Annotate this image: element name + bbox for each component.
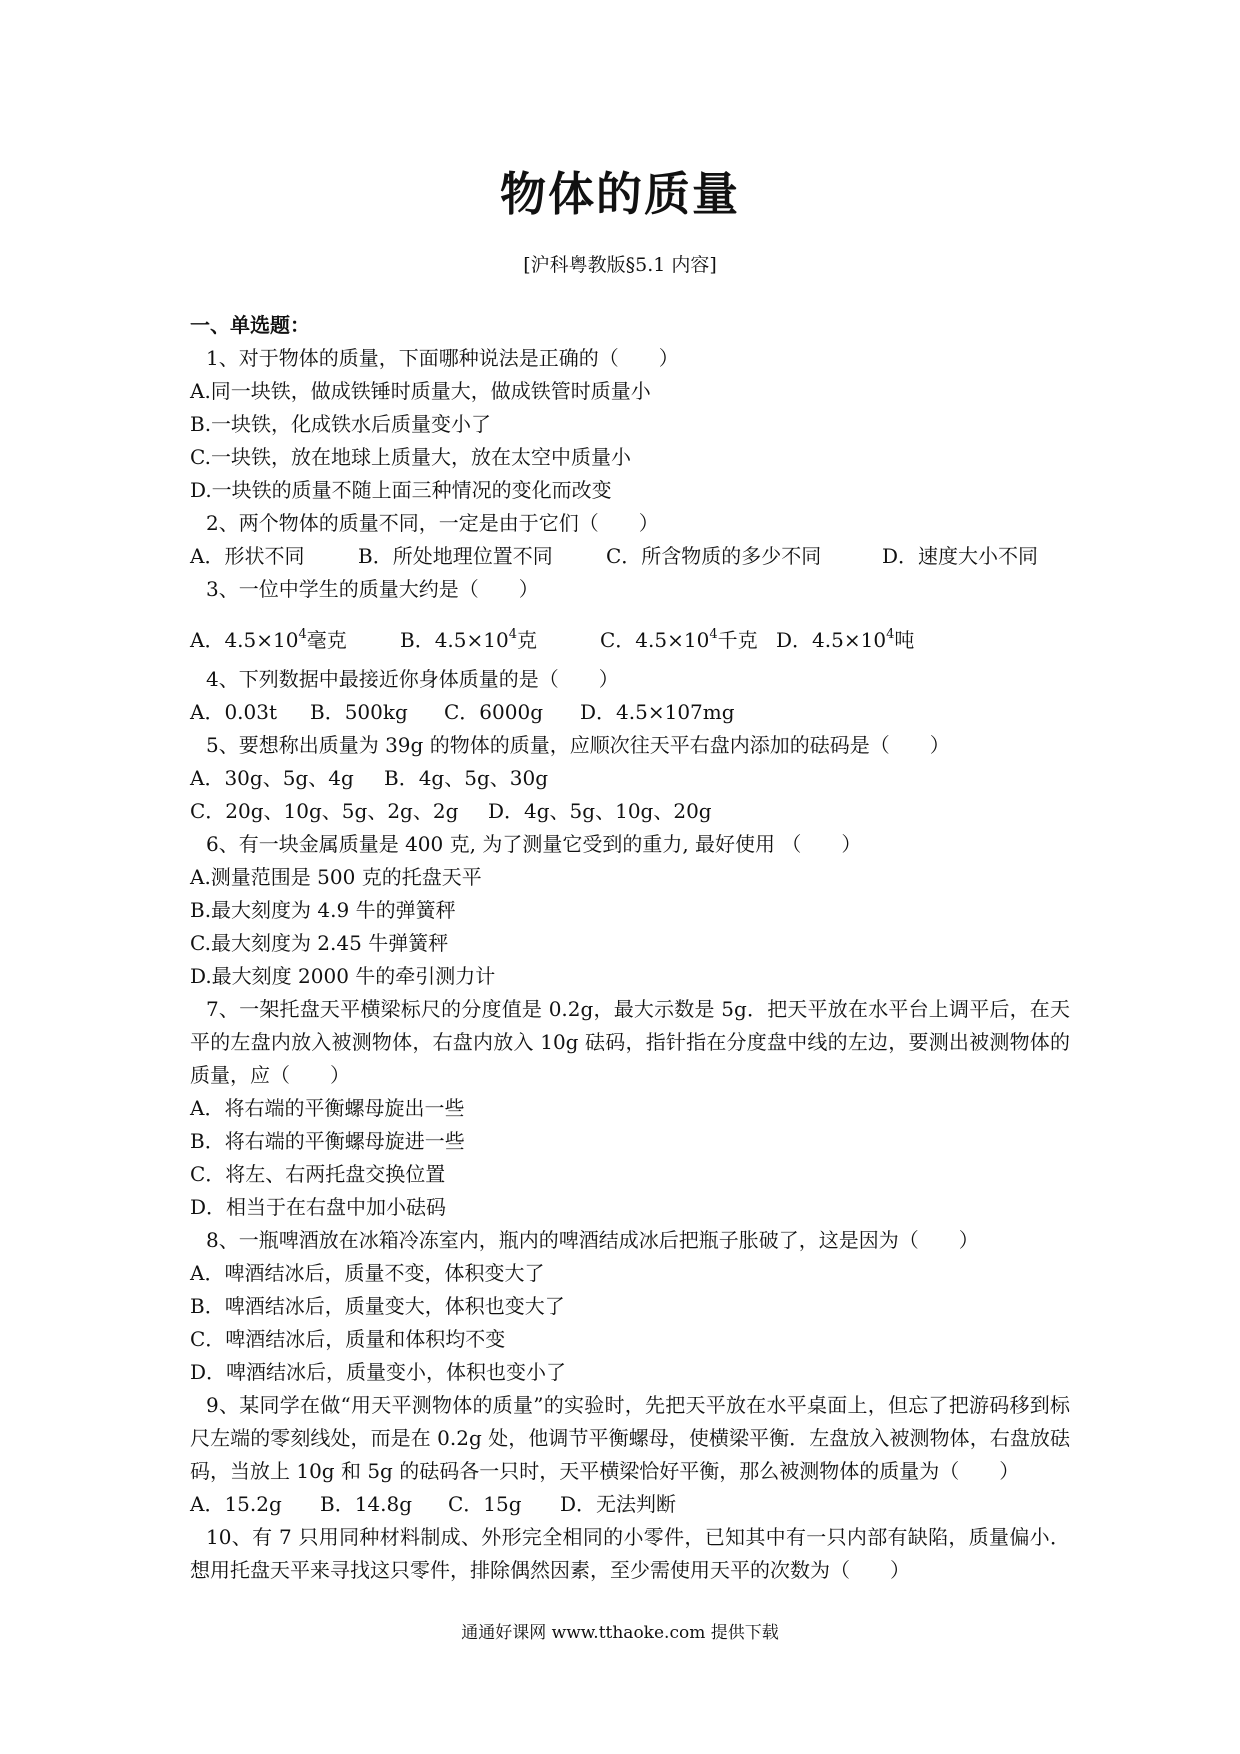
question-5-options-cd xyxy=(190,795,1070,828)
question-3-option-c: C．$4.5\times 10^4$千克 xyxy=(600,627,758,652)
question-6-stem: 6、有一块金属质量是 400 克, 为了测量它受到的重力, 最好使用 （ ） xyxy=(206,832,862,856)
question-3-option-d: D．$4.5\times 10^4$吨 xyxy=(776,627,915,652)
question-6-option-a: A.测量范围是 500 克的托盘天平 xyxy=(190,865,482,889)
question-5-option-d: D．4g、5g、10g、20g xyxy=(488,799,712,823)
question-9-option-b: B．14.8g xyxy=(320,1492,413,1516)
question-9-option-d: D．无法判断 xyxy=(560,1492,677,1516)
question-9-option-a: A．15.2g xyxy=(190,1492,282,1516)
question-8-option-a: A．啤酒结冰后，质量不变，体积变大了 xyxy=(190,1261,545,1285)
question-6-option-b: B.最大刻度为 4.9 牛的弹簧秤 xyxy=(190,898,456,922)
question-5-option-a: A．30g、5g、4g xyxy=(190,766,354,790)
question-4-option-d: D．4.5×107mg xyxy=(580,700,735,724)
question-3-stem: 3、一位中学生的质量大约是（ ） xyxy=(206,577,539,601)
question-5-stem: 5、要想称出质量为 39g 的物体的质量，应顺次往天平右盘内添加的砝码是（ ） xyxy=(206,733,950,757)
question-2-option-a: A．形状不同 xyxy=(190,544,305,568)
question-7-option-b: B．将右端的平衡螺母旋进一些 xyxy=(190,1129,465,1153)
question-4-options xyxy=(190,696,1070,729)
question-1-option-c: C.一块铁，放在地球上质量大，放在太空中质量小 xyxy=(190,445,631,469)
question-2-stem: 2、两个物体的质量不同，一定是由于它们（ ） xyxy=(206,511,659,535)
page-footer: 通通好课网 www.tthaoke.com 提供下载 xyxy=(461,1623,779,1643)
question-5-options-ab xyxy=(190,762,1070,795)
question-4-option-a: A．0.03t xyxy=(190,700,278,724)
question-6-option-d: D.最大刻度 2000 牛的牵引测力计 xyxy=(190,964,496,988)
question-list xyxy=(190,308,1070,1587)
question-2-options xyxy=(190,540,1070,573)
page-subtitle: [沪科粤教版§5.1 内容] xyxy=(523,254,717,276)
question-2-option-c: C．所含物质的多少不同 xyxy=(606,544,822,568)
section-heading: 一、单选题： xyxy=(190,313,310,337)
question-1-option-b: B.一块铁，化成铁水后质量变小了 xyxy=(190,412,492,436)
question-7-option-c: C．将左、右两托盘交换位置 xyxy=(190,1162,446,1186)
question-1-stem: 1、对于物体的质量，下面哪种说法是正确的（ ） xyxy=(206,346,679,370)
question-5-option-c: C．20g、10g、5g、2g、2g xyxy=(190,799,459,823)
question-10-stem: 10、有 7 只用同种材料制成、外形完全相同的小零件，已知其中有一只内部有缺陷，质量偏小．想用托盘天平来寻找这只零件，排除偶然因素，至少需使用天平的次数为（ ） xyxy=(190,1525,1070,1582)
question-4-option-b: B．500kg xyxy=(310,700,408,724)
question-6-option-c: C.最大刻度为 2.45 牛弹簧秤 xyxy=(190,931,449,955)
question-8-option-c: C．啤酒结冰后，质量和体积均不变 xyxy=(190,1327,506,1351)
question-8-option-d: D．啤酒结冰后，质量变小，体积也变小了 xyxy=(190,1360,567,1384)
question-2-option-d: D．速度大小不同 xyxy=(882,544,1039,568)
question-7-option-d: D．相当于在右盘中加小砝码 xyxy=(190,1195,447,1219)
question-9-options xyxy=(190,1488,1070,1521)
question-8-stem: 8、一瓶啤酒放在冰箱冷冻室内，瓶内的啤酒结成冰后把瓶子胀破了，这是因为（ ） xyxy=(206,1228,979,1252)
question-3-option-a: A．$4.5\times 10^4$毫克 xyxy=(190,627,347,652)
question-4-option-c: C．6000g xyxy=(444,700,544,724)
question-1-option-a: A.同一块铁，做成铁锤时质量大，做成铁管时质量小 xyxy=(190,379,651,403)
question-8-option-b: B．啤酒结冰后，质量变大，体积也变大了 xyxy=(190,1294,565,1318)
question-7-option-a: A．将右端的平衡螺母旋出一些 xyxy=(190,1096,465,1120)
question-3-option-b: B．$4.5\times 10^4$克 xyxy=(400,627,537,652)
page-title: 物体的质量 xyxy=(500,167,740,221)
question-9-option-c: C．15g xyxy=(448,1492,522,1516)
question-9-stem: 9、某同学在做“用天平测物体的质量”的实验时，先把天平放在水平桌面上，但忘了把游码移到标尺左端的零刻线处，而是在 0.2g 处，他调节平衡螺母，使横梁平衡．左盘放入被测物体，右盘放砝码，当放上 10g 和 5g 的砝码各一只时，天平横梁恰好平衡，那么被测物体的质量为（ ） xyxy=(190,1393,1070,1483)
question-2-option-b: B．所处地理位置不同 xyxy=(358,544,553,568)
question-3-options xyxy=(190,618,1070,651)
question-4-stem: 4、下列数据中最接近你身体质量的是（ ） xyxy=(206,667,619,691)
question-1-option-d: D.一块铁的质量不随上面三种情况的变化而改变 xyxy=(190,478,612,502)
question-5-option-b: B．4g、5g、30g xyxy=(384,766,549,790)
question-7-stem: 7、一架托盘天平横梁标尺的分度值是 0.2g，最大示数是 5g．把天平放在水平台上调平后，在天平的左盘内放入被测物体，右盘内放入 10g 砝码，指针指在分度盘中线的左边，要测出被测物体的质量，应（ ） xyxy=(190,997,1070,1087)
